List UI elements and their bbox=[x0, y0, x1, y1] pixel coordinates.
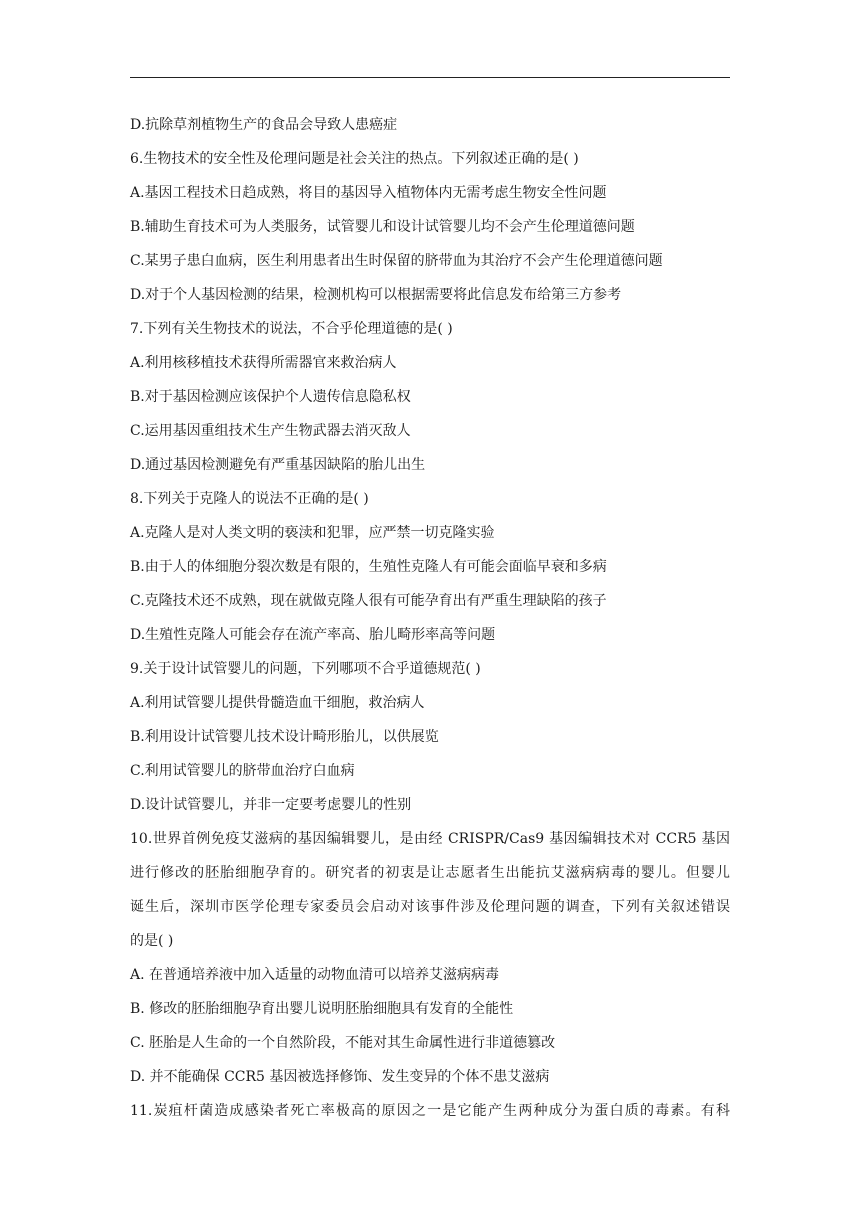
question-8-option-c: C.克隆技术还不成熟，现在就做克隆人很有可能孕育出有严重生理缺陷的孩子 bbox=[130, 593, 607, 609]
question-10-option-d: D. 并不能确保 CCR5 基因被选择修饰、发生变异的个体不患艾滋病 bbox=[130, 1069, 550, 1085]
question-7-stem: 7.下列有关生物技术的说法，不合乎伦理道德的是( ) bbox=[130, 321, 453, 337]
question-6-stem: 6.生物技术的安全性及伦理问题是社会关注的热点。下列叙述正确的是( ) bbox=[130, 151, 579, 167]
header-rule bbox=[130, 77, 730, 78]
question-6-option-c: C.某男子患白血病，医生利用患者出生时保留的脐带血为其治疗不会产生伦理道德问题 bbox=[130, 253, 663, 269]
question-10-stem-line-2: 进行修改的胚胎细胞孕育的。研究者的初衷是让志愿者生出能抗艾滋病病毒的婴儿。但婴儿 bbox=[130, 865, 730, 881]
question-10-stem-line-1: 10.世界首例免疫艾滋病的基因编辑婴儿，是由经 CRISPR/Cas9 基因编辑技术对 CCR5 基因 bbox=[130, 831, 730, 847]
question-6-option-b: B.辅助生育技术可为人类服务，试管婴儿和设计试管婴儿均不会产生伦理道德问题 bbox=[130, 219, 635, 235]
question-10-stem-line-3: 诞生后，深圳市医学伦理专家委员会启动对该事件涉及伦理问题的调查，下列有关叙述错误 bbox=[130, 899, 730, 915]
question-9-option-c: C.利用试管婴儿的脐带血治疗白血病 bbox=[130, 763, 355, 779]
question-7-option-c: C.运用基因重组技术生产生物武器去消灭敌人 bbox=[130, 423, 411, 439]
question-8-option-b: B.由于人的体细胞分裂次数是有限的，生殖性克隆人有可能会面临早衰和多病 bbox=[130, 559, 607, 575]
question-7-option-d: D.通过基因检测避免有严重基因缺陷的胎儿出生 bbox=[130, 457, 426, 473]
question-9-option-b: B.利用设计试管婴儿技术设计畸形胎儿，以供展览 bbox=[130, 729, 439, 745]
question-8-option-a: A.克隆人是对人类文明的亵渎和犯罪，应严禁一切克隆实验 bbox=[130, 525, 495, 541]
question-7-option-a: A.利用核移植技术获得所需器官来救治病人 bbox=[130, 355, 397, 371]
question-6-option-a: A.基因工程技术日趋成熟，将目的基因导入植物体内无需考虑生物安全性问题 bbox=[130, 185, 607, 201]
question-text bbox=[130, 108, 730, 1128]
question-11-stem-line-1: 11.炭疽杆菌造成感染者死亡率极高的原因之一是它能产生两种成分为蛋白质的毒素。有科 bbox=[130, 1103, 730, 1119]
question-10-option-c: C. 胚胎是人生命的一个自然阶段，不能对其生命属性进行非道德篡改 bbox=[130, 1035, 556, 1051]
question-8-option-d: D.生殖性克隆人可能会存在流产率高、胎儿畸形率高等问题 bbox=[130, 627, 496, 643]
question-9-stem: 9.关于设计试管婴儿的问题，下列哪项不合乎道德规范( ) bbox=[130, 661, 481, 677]
question-9-option-d: D.设计试管婴儿，并非一定要考虑婴儿的性别 bbox=[130, 797, 412, 813]
question-10-option-b: B. 修改的胚胎细胞孕育出婴儿说明胚胎细胞具有发育的全能性 bbox=[130, 1001, 514, 1017]
question-9-option-a: A.利用试管婴儿提供骨髓造血干细胞，救治病人 bbox=[130, 695, 425, 711]
question-10-stem-line-4: 的是( ) bbox=[130, 933, 174, 949]
question-10-option-a: A. 在普通培养液中加入适量的动物血清可以培养艾滋病病毒 bbox=[130, 967, 500, 983]
option-5d: D.抗除草剂植物生产的食品会导致人患癌症 bbox=[130, 117, 398, 133]
question-6-option-d: D.对于个人基因检测的结果，检测机构可以根据需要将此信息发布给第三方参考 bbox=[130, 287, 622, 303]
question-8-stem: 8.下列关于克隆人的说法不正确的是( ) bbox=[130, 491, 369, 507]
question-7-option-b: B.对于基因检测应该保护个人遗传信息隐私权 bbox=[130, 389, 411, 405]
